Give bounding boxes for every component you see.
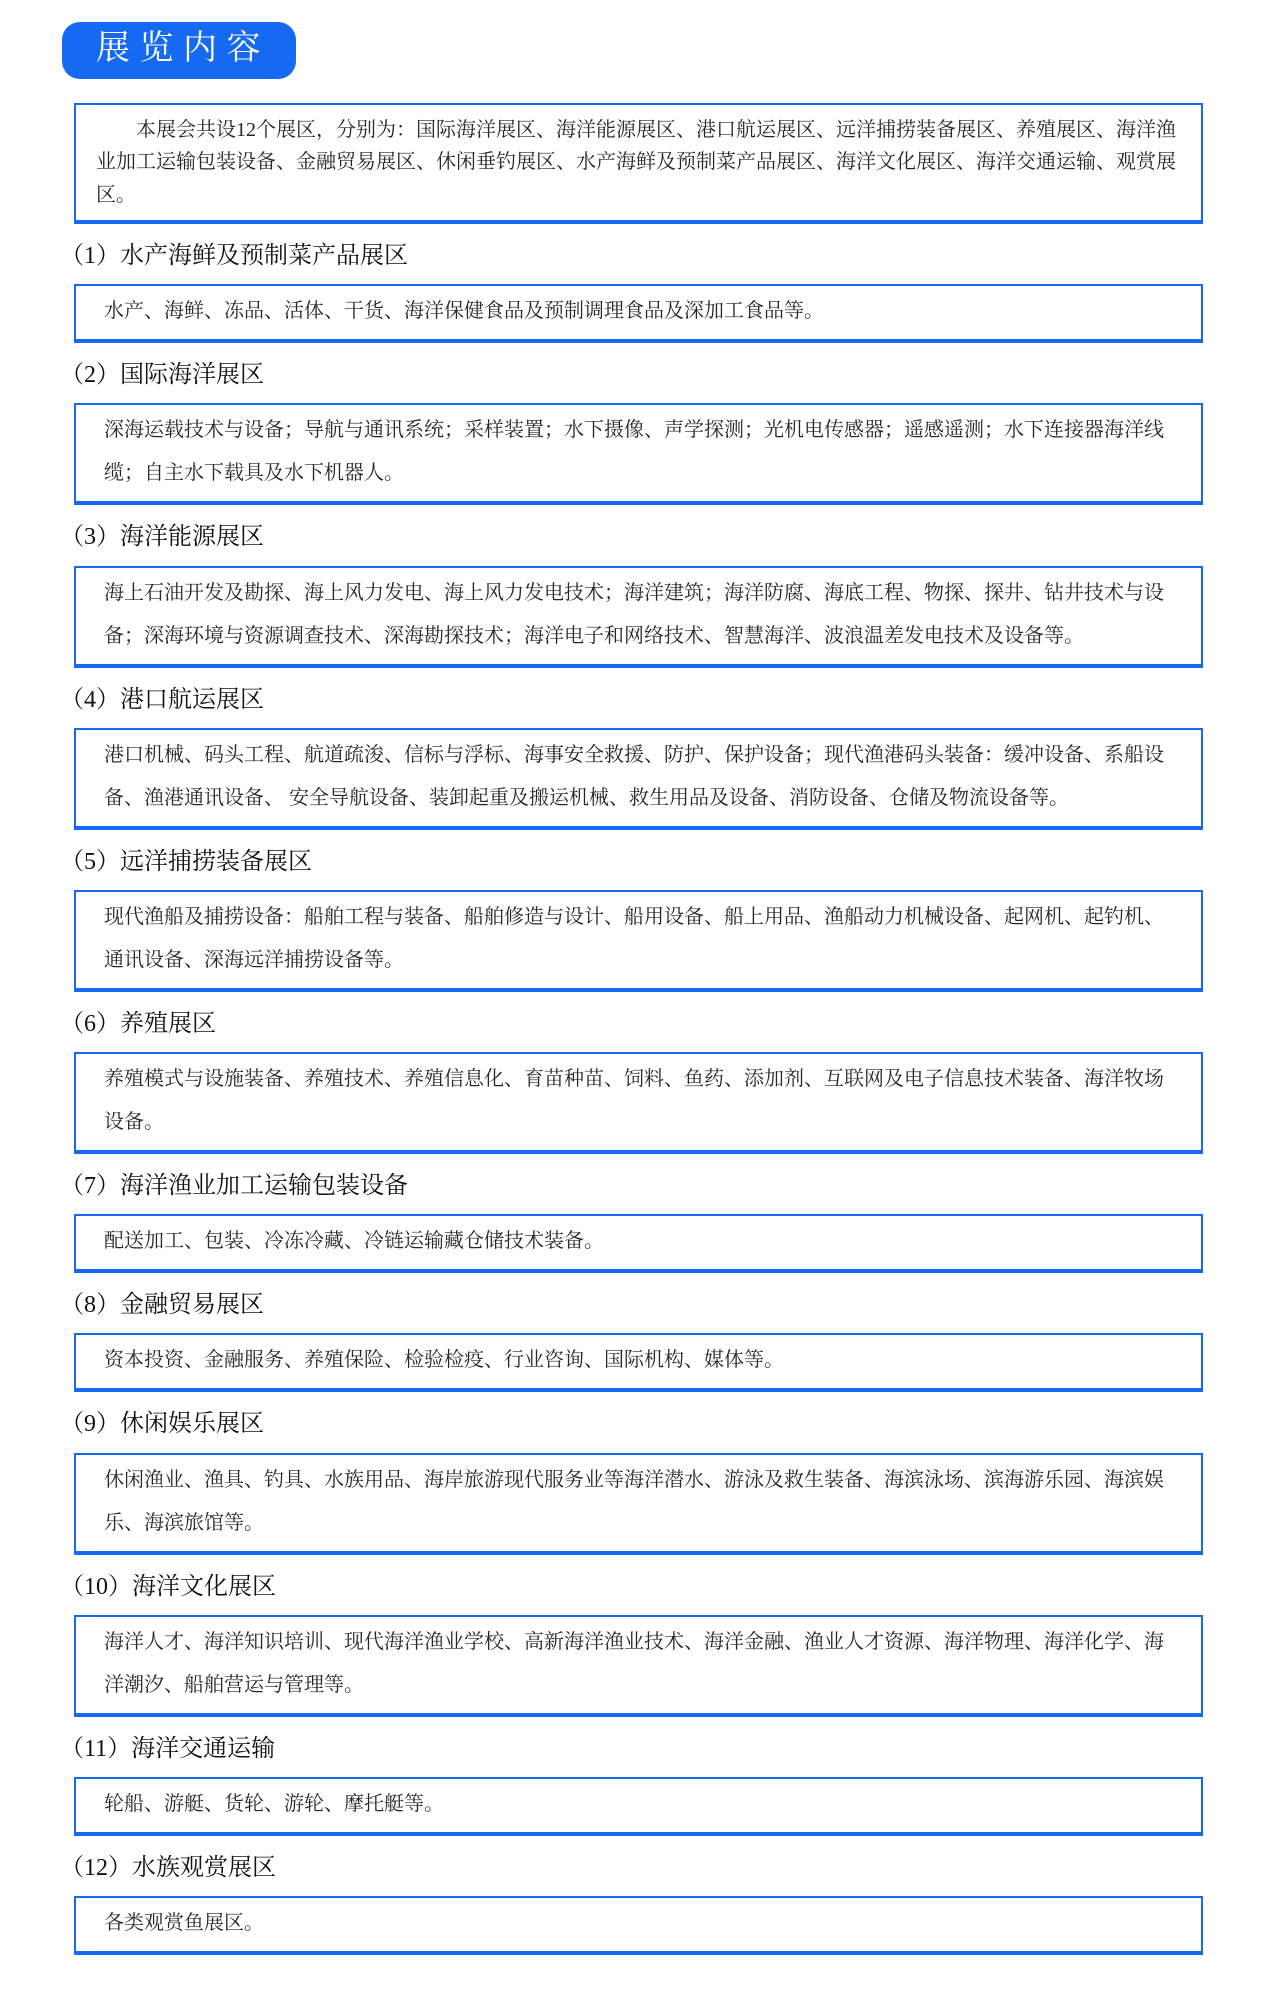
section-heading: （11）海洋交通运输 [60,1735,276,1762]
intro-text: 本展会共设12个展区，分别为：国际海洋展区、海洋能源展区、港口航运展区、远洋捕捞装备展区、养殖展区、海洋渔业加工运输包装设备、金融贸易展区、休闲垂钓展区、水产海鲜及预制菜产品展区、海洋文化展区、海洋交通运输、观赏展区。 [96,118,1176,206]
intro-box [74,103,1203,224]
section-box [74,566,1203,668]
exhibit-section [60,241,1203,343]
exhibit-section [60,847,1203,992]
section-heading: （9）休闲娱乐展区 [60,1411,264,1438]
sections-container [60,241,1203,1955]
section-box [74,1777,1203,1836]
exhibit-section [60,1572,1203,1717]
section-box [74,728,1203,830]
section-heading: （2）国际海洋展区 [60,362,264,389]
section-body-text: 深海运载技术与设备；导航与通讯系统；采样装置；水下摄像、声学探测；光机电传感器；遥感遥测；水下连接器海洋线缆；自主水下载具及水下机器人。 [104,419,1164,485]
section-heading: （7）海洋渔业加工运输包装设备 [60,1173,408,1200]
section-body-text: 港口机械、码头工程、航道疏浚、信标与浮标、海事安全救援、防护、保护设备；现代渔港码头装备：缓冲设备、系船设备、渔港通讯设备、 安全导航设备、装卸起重及搬运机械、救生用品及设备、消防设备、仓储及物流设备等。 [104,743,1164,809]
section-box [74,1333,1203,1392]
section-heading: （4）港口航运展区 [60,686,264,713]
exhibit-section [60,685,1203,830]
section-box [74,403,1203,505]
section-body-text: 海上石油开发及勘探、海上风力发电、海上风力发电技术；海洋建筑；海洋防腐、海底工程、物探、探井、钻井技术与设备；深海环境与资源调查技术、深海勘探技术；海洋电子和网络技术、智慧海洋、波浪温差发电技术及设备等。 [104,581,1164,647]
section-box [74,890,1203,992]
exhibit-section [60,1171,1203,1273]
section-box [74,1896,1203,1955]
section-box [74,1052,1203,1154]
section-heading: （10）海洋文化展区 [60,1573,276,1600]
section-box [74,1453,1203,1555]
section-body-text: 现代渔船及捕捞设备：船舶工程与装备、船舶修造与设计、船用设备、船上用品、渔船动力机械设备、起网机、起钓机、通讯设备、深海远洋捕捞设备等。 [104,905,1164,971]
section-body-text: 休闲渔业、渔具、钓具、水族用品、海岸旅游现代服务业等海洋潜水、游泳及救生装备、海滨泳场、滨海游乐园、海滨娱乐、海滨旅馆等。 [104,1468,1164,1534]
page-title: 展览内容 [96,30,271,67]
exhibit-section [60,522,1203,667]
section-body-text: 各类观赏鱼展区。 [104,1912,264,1935]
exhibit-section [60,1409,1203,1554]
page-title-badge [62,22,296,79]
exhibit-section [60,1290,1203,1392]
section-body-text: 养殖模式与设施装备、养殖技术、养殖信息化、育苗种苗、饲料、鱼药、添加剂、互联网及电子信息技术装备、海洋牧场设备。 [104,1068,1164,1134]
exhibit-section [60,1009,1203,1154]
section-body-text: 资本投资、金融服务、养殖保险、检验检疫、行业咨询、国际机构、媒体等。 [104,1349,784,1372]
exhibit-section [60,360,1203,505]
section-body-text: 水产、海鲜、冻品、活体、干货、海洋保健食品及预制调理食品及深加工食品等。 [104,300,824,323]
section-box [74,284,1203,343]
section-box [74,1615,1203,1717]
section-heading: （6）养殖展区 [60,1010,216,1037]
section-body-text: 配送加工、包装、冷冻冷藏、冷链运输藏仓储技术装备。 [104,1230,604,1253]
section-heading: （8）金融贸易展区 [60,1292,264,1319]
section-heading: （5）远洋捕捞装备展区 [60,848,312,875]
exhibit-section [60,1853,1203,1955]
section-heading: （3）海洋能源展区 [60,524,264,551]
section-body-text: 海洋人才、海洋知识培训、现代海洋渔业学校、高新海洋渔业技术、海洋金融、渔业人才资源、海洋物理、海洋化学、海洋潮汐、船舶营运与管理等。 [104,1630,1164,1696]
section-heading: （12）水族观赏展区 [60,1855,276,1882]
exhibit-section [60,1734,1203,1836]
section-heading: （1）水产海鲜及预制菜产品展区 [60,242,408,269]
section-box [74,1214,1203,1273]
section-body-text: 轮船、游艇、货轮、游轮、摩托艇等。 [104,1793,444,1816]
